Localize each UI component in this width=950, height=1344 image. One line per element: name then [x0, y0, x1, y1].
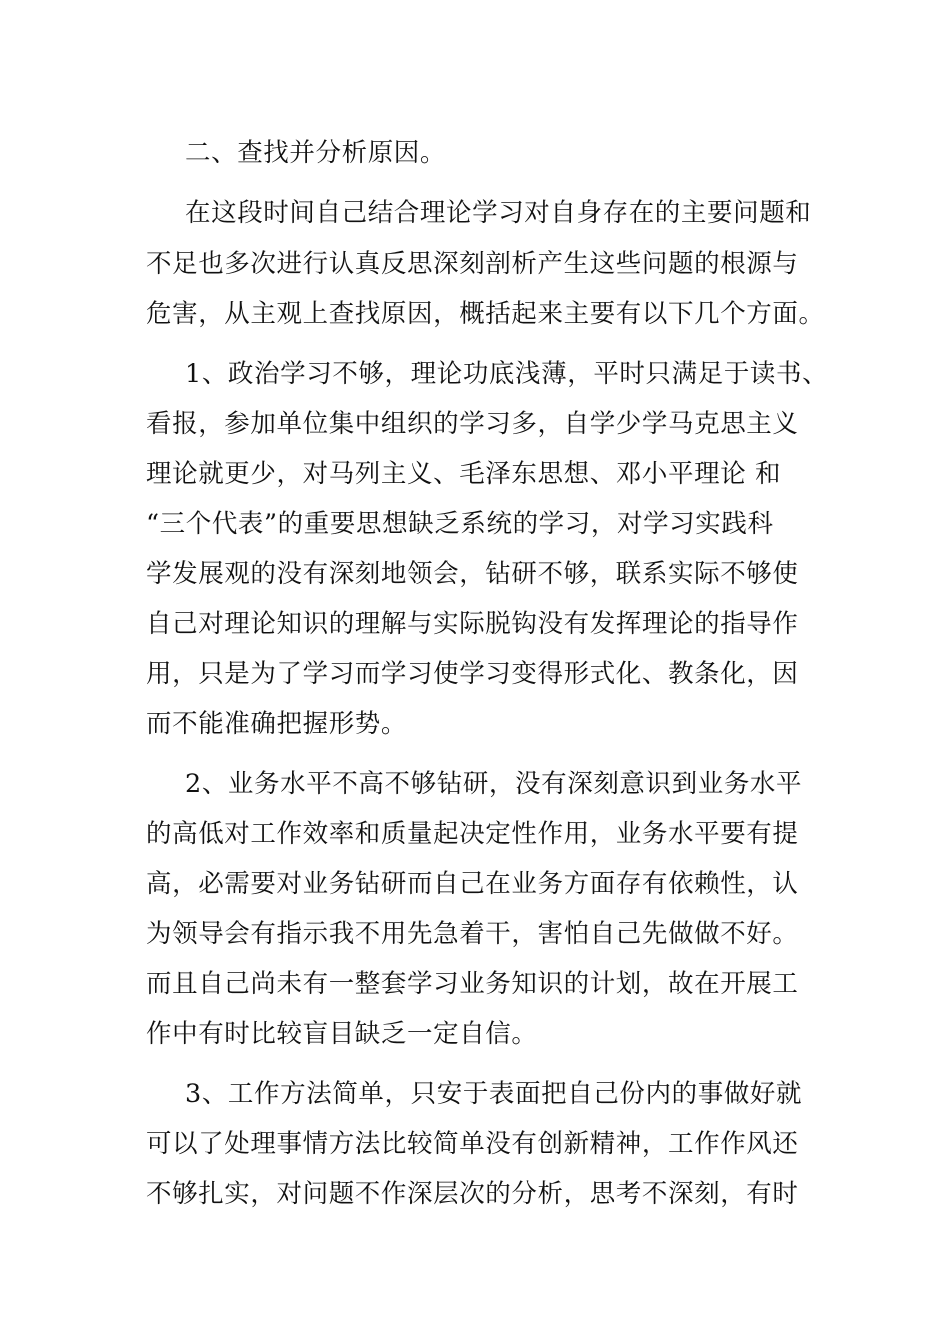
- text-line: 的高低对工作效率和质量起决定性作用，业务水平要有提: [146, 819, 799, 849]
- text-line: 作中有时比较盲目缺乏一定自信。: [146, 1019, 538, 1049]
- text-line: 可以了处理事情方法比较简单没有创新精神，工作作风还: [146, 1129, 799, 1159]
- text-line: 2、业务水平不高不够钻研，没有深刻意识到业务水平: [185, 769, 803, 799]
- text-line: 而且自己尚未有一整套学习业务知识的计划，故在开展工: [146, 969, 799, 999]
- text-line: 而不能准确把握形势。: [146, 709, 408, 739]
- text-line: 看报，参加单位集中组织的学习多，自学少学马克思主义: [146, 409, 799, 439]
- text-line: 不够扎实，对问题不作深层次的分析，思考不深刻，有时: [146, 1179, 799, 1209]
- text-line: 不足也多次进行认真反思深刻剖析产生这些问题的根源与: [146, 249, 799, 279]
- text-line: 学发展观的没有深刻地领会，钻研不够，联系实际不够使: [146, 559, 799, 589]
- text-line: 自己对理论知识的理解与实际脱钩没有发挥理论的指导作: [146, 609, 799, 639]
- text-line: 危害，从主观上查找原因，概括起来主要有以下几个方面。: [146, 299, 825, 329]
- text-line: “三个代表”的重要思想缺乏系统的学习，对学习实践科: [146, 509, 774, 539]
- text-line: 高，必需要对业务钻研而自己在业务方面存有依赖性，认: [146, 869, 799, 899]
- section-heading: 二、查找并分析原因。: [185, 138, 447, 168]
- text-line: 为领导会有指示我不用先急着干，害怕自己先做做不好。: [146, 919, 799, 949]
- text-line: 用，只是为了学习而学习使学习变得形式化、教条化，因: [146, 659, 799, 689]
- text-line: 在这段时间自己结合理论学习对自身存在的主要问题和: [185, 198, 812, 228]
- text-line: 理论就更少，对马列主义、毛泽东思想、邓小平理论 和: [146, 459, 782, 489]
- text-line: 1、政治学习不够，理论功底浅薄，平时只满足于读书、: [185, 359, 829, 389]
- text-line: 3、工作方法简单，只安于表面把自己份内的事做好就: [185, 1079, 803, 1109]
